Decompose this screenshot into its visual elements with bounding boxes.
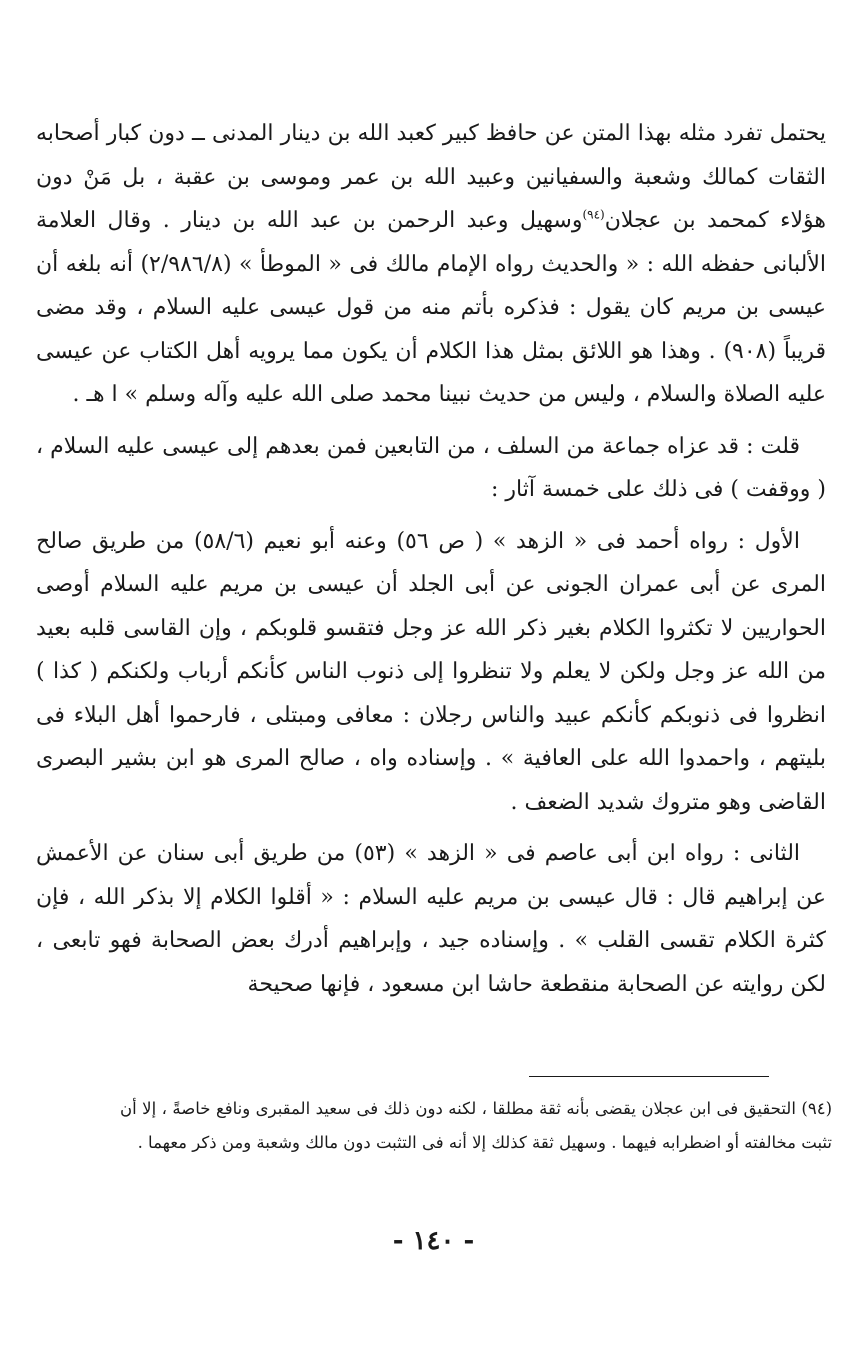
text-run: الأول : رواه أحمد فى « الزهد » ( ص ٥٦) وعنه أبو نعيم (٥٨/٦) من طريق صالح المرى عن أبى عمران الجونى عن أبى الجلد أن عيسى بن مريم عليه السلام أوصى الحواريين لا تكثروا الكلام بغير ذكر الله عز وجل فتقسو قلوبكم ، وإن القاسى قلبه بعيد من الله عز وجل ولكن لا يعلم ولا تنظروا إلى ذنوب الناس كأنكم أرباب ولكنكم ( كذا ) انظروا فى ذنوبكم كأنكم عبيد والناس رجلان : معافى ومبتلى ، فارحموا أهل البلاء فى بليتهم ، واحمدوا الله على العافية » . وإسناده واه ، صالح المرى هو ابن بشير البصرى القاضى وهو متروك شديد الضعف . xyxy=(36,528,826,815)
paragraph xyxy=(36,832,826,1006)
footnote-separator xyxy=(529,1076,769,1077)
page-number: - ١٤٠ - xyxy=(392,1226,475,1256)
paragraph xyxy=(36,520,826,825)
paragraph xyxy=(36,112,826,417)
text-run: يحتمل تفرد مثله بهذا المتن عن حافظ كبير كعبد الله بن دينار المدنى ــ دون كبار أصحابه الثقات كمالك وشعبة والسفيانين وعبيد الله بن عمر وموسى بن عقبة ، بل مَنْ دون هؤلاء كمحمد بن عجلان xyxy=(36,121,826,233)
text-run: وسهيل وعبد الرحمن بن عبد الله بن دينار . وقال العلامة الألبانى حفظه الله : « والحديث رواه الإمام مالك فى « الموطأ » (٢/٩٨٦/٨) أنه بلغه أن عيسى بن مريم كان يقول : فذكره بأتم منه من قول عيسى عليه السلام ، وقد مضى قريباً (٩٠٨) . وهذا هو اللائق بمثل هذا الكلام أن يكون مما يرويه أهل الكتاب عن عيسى عليه الصلاة والسلام ، وليس من حديث نبينا محمد صلى الله عليه وآله وسلم » ا هـ . xyxy=(36,208,826,407)
text-run: قلت : قد عزاه جماعة من السلف ، من التابعين فمن بعدهم إلى عيسى عليه السلام ، ( ووقفت ) فى ذلك على خمسة آثار : xyxy=(36,433,826,502)
main-text xyxy=(36,112,826,1014)
footnote-marker: (٩٤) xyxy=(582,207,605,222)
paragraph xyxy=(36,425,826,512)
text-run: الثانى : رواه ابن أبى عاصم فى « الزهد » (٥٣) من طريق أبى سنان عن الأعمش عن إبراهيم قال : قال عيسى بن مريم عليه السلام : « أقلوا الكلام إلا بذكر الله ، فإن كثرة الكلام تقسى القلب » . وإسناده جيد ، وإبراهيم أدرك بعض الصحابة فهو تابعى ، لكن روايته عن الصحابة منقطعة حاشا ابن مسعود ، فإنها صحيحة xyxy=(36,841,826,997)
footnote: (٩٤) التحقيق فى ابن عجلان يقضى بأنه ثقة مطلقا ، لكنه دون ذلك فى سعيد المقبرى ونافع خاصةً ، إلا أن تثبت مخالفته أو اضطرابه فيهما . وسهيل ثقة كذلك إلا أنه فى التثبت دون مالك وشعبة ومن ذكر معهما . xyxy=(120,1099,832,1152)
